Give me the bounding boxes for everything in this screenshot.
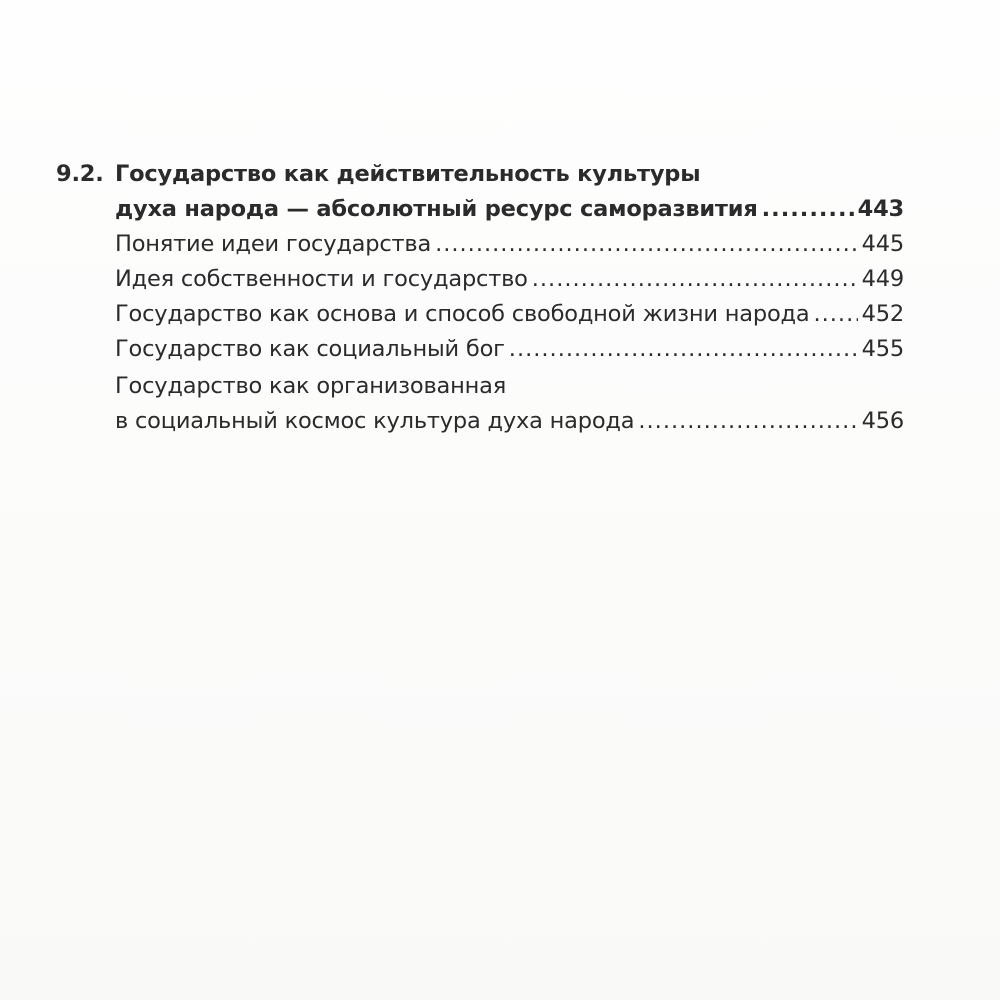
- toc-entry: [115, 227, 904, 262]
- toc-entry-title-line-2-text: в социальный космос культура духа народа: [115, 408, 635, 434]
- dot-leader: [435, 227, 858, 262]
- toc-entry-title-line-1: Государство как организованная: [115, 373, 507, 399]
- section-number: 9.2.: [56, 161, 104, 187]
- section-title: [115, 157, 904, 227]
- toc-entry: [115, 297, 904, 332]
- toc-entry-title: Понятие идеи государства: [115, 231, 432, 257]
- section-title-line-2: [115, 192, 904, 227]
- toc-entry-title-line-2: [115, 404, 904, 439]
- toc-entry: [115, 262, 904, 297]
- dot-leader: [509, 332, 858, 367]
- toc-entry-page: 456: [861, 408, 904, 434]
- toc-entry-title: Государство как основа и способ свободной жизни народа: [115, 301, 810, 327]
- section-page-number: 443: [857, 196, 904, 222]
- toc-section-9-2: [56, 157, 904, 227]
- toc-entry: [115, 332, 904, 367]
- section-title-line-1: Государство как действительность культуры: [115, 161, 701, 187]
- dot-leader: [813, 297, 857, 332]
- section-title-line-2-text: духа народа — абсолютный ресурс саморазвития: [115, 196, 758, 222]
- table-of-contents: [56, 157, 904, 439]
- toc-entry-page: 445: [861, 231, 904, 257]
- dot-leader: [762, 192, 854, 227]
- toc-entry-multiline: [115, 369, 904, 439]
- dot-leader: [532, 262, 858, 297]
- toc-entry-page: 452: [861, 301, 904, 327]
- toc-entry-title: Идея собственности и государство: [115, 266, 528, 292]
- toc-entry-page: 449: [861, 266, 904, 292]
- toc-entry-page: 455: [861, 336, 904, 362]
- toc-entry-title: Государство как социальный бог: [115, 336, 505, 362]
- toc-entries: [115, 227, 904, 439]
- dot-leader: [638, 404, 857, 439]
